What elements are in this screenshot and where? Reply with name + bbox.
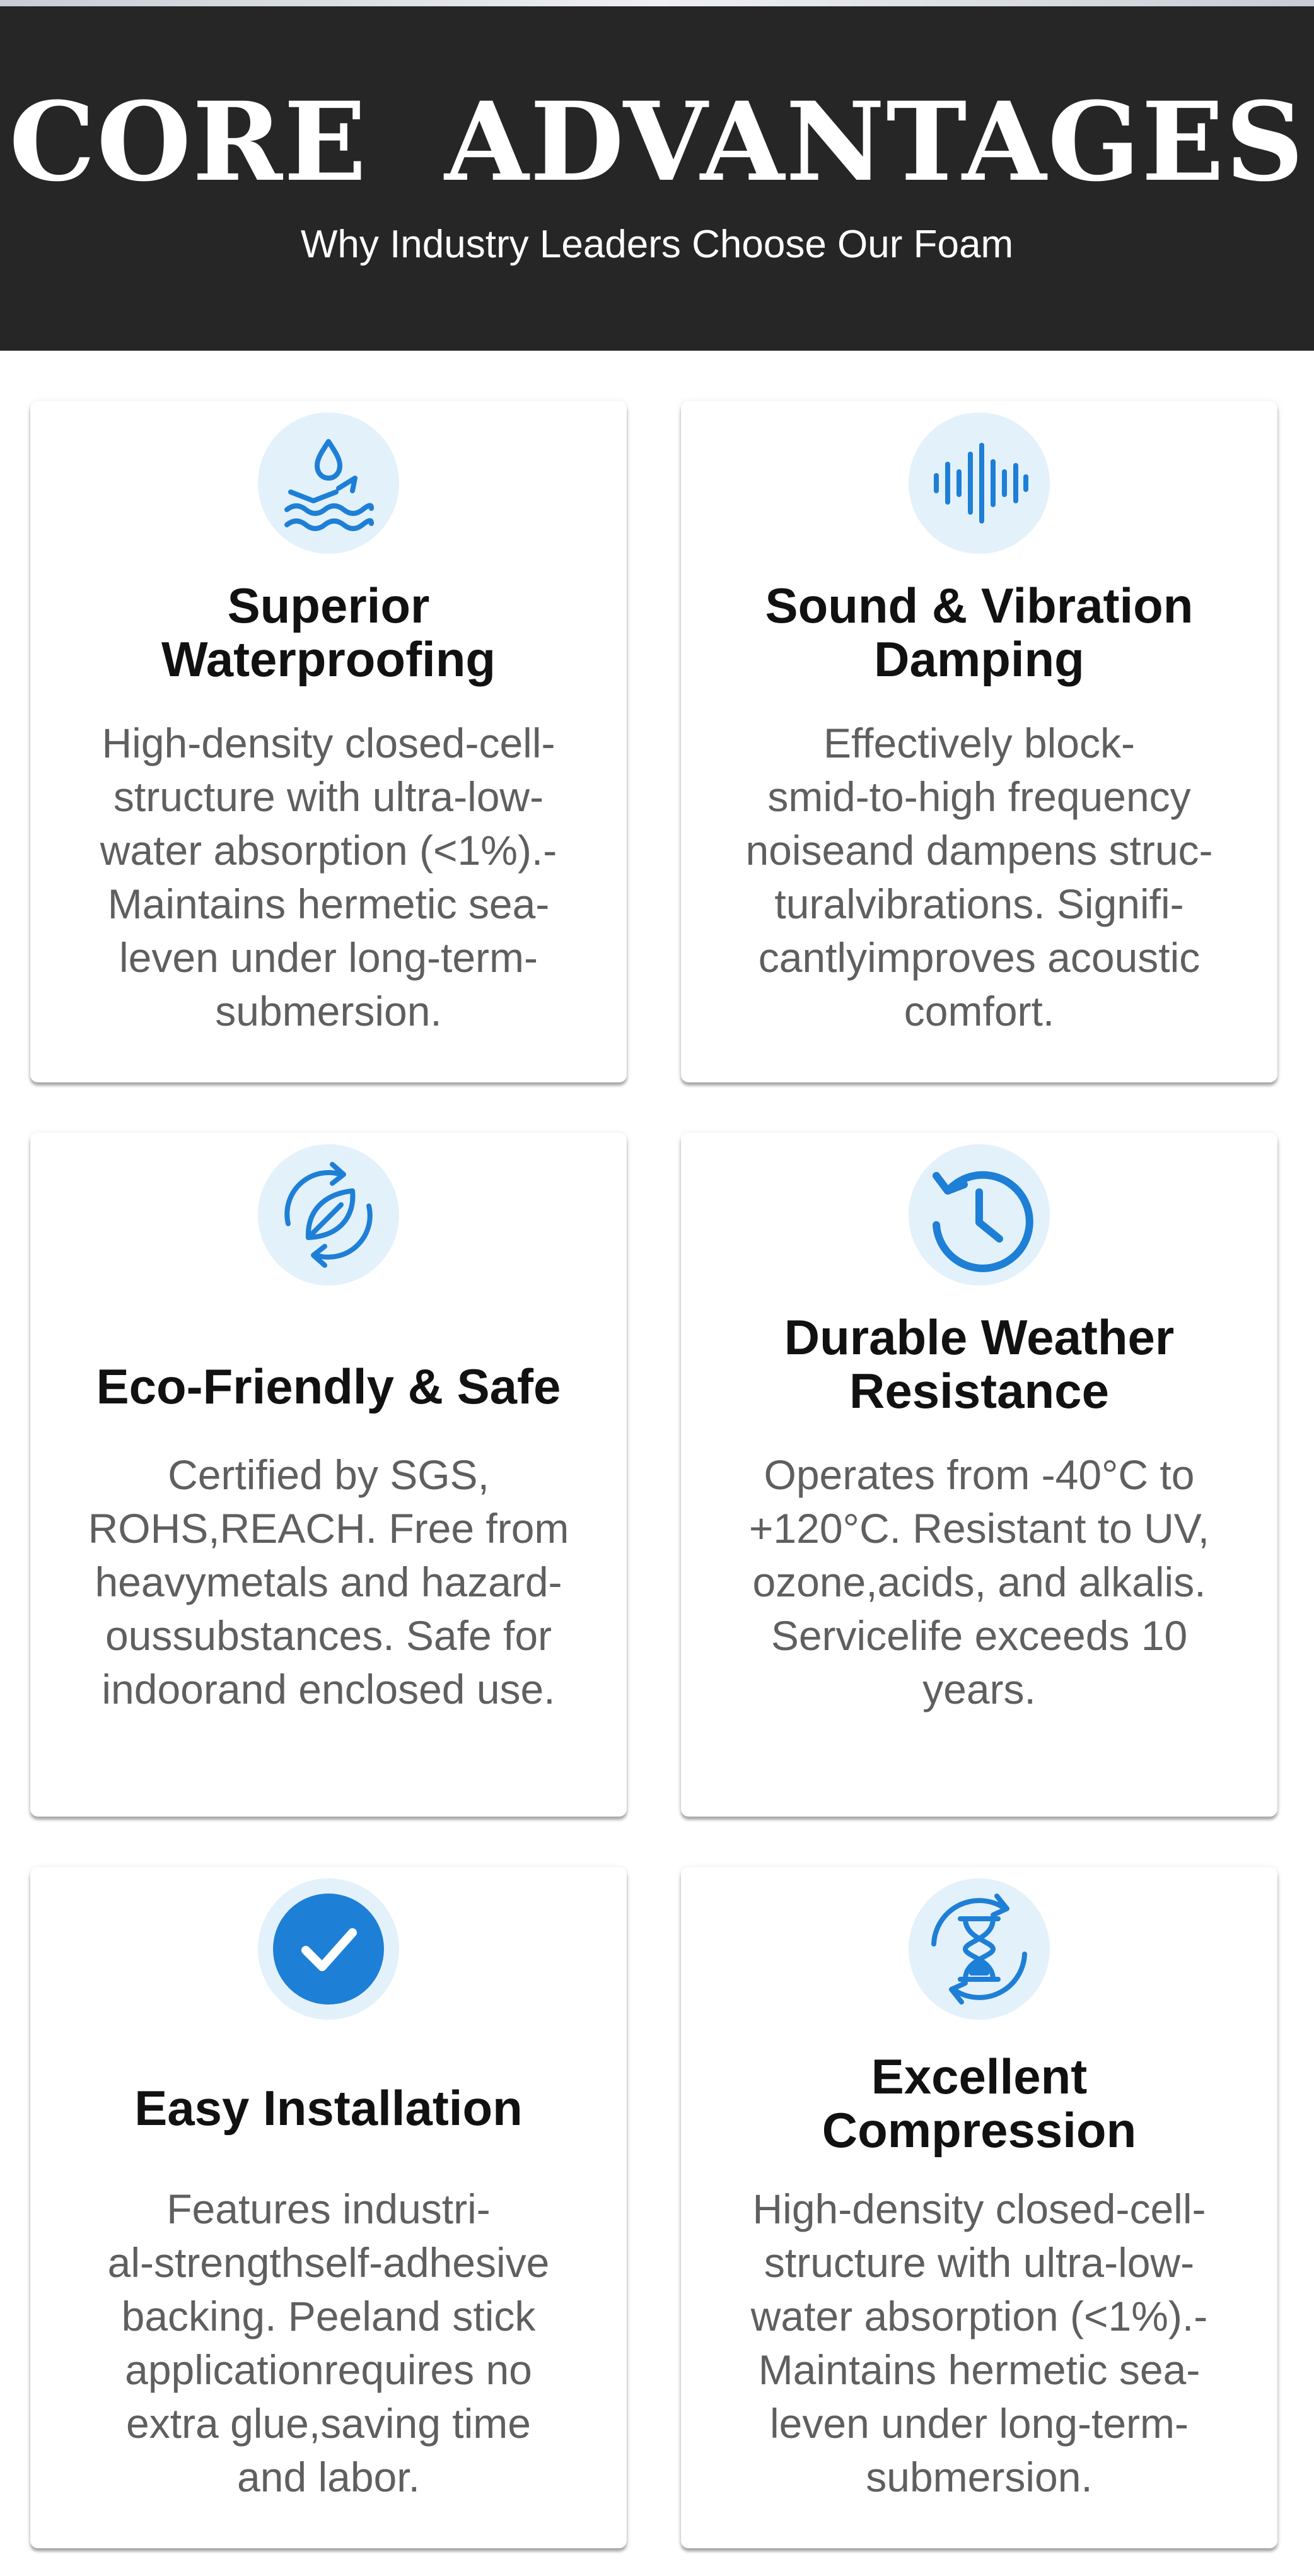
card-title-line: Compression [822,2102,1137,2158]
card-desc-line: smid-to-high frequency [767,773,1191,820]
card-desc-line: Features industri- [166,2186,491,2232]
card-title [43,1360,614,1414]
card-desc-line: leven under long-term- [119,934,538,981]
card-desc-line: extra glue,saving time [126,2400,531,2447]
card-desc-line: heavymetals and hazard- [95,1559,562,1605]
card-desc-line: structure with ultra-low- [113,773,544,820]
check-circle-icon [258,1878,399,2020]
card-desc-line: Maintains hermetic sea- [758,2346,1201,2393]
card-desc-line: al-strengthself-adhesive [107,2239,550,2286]
card-desc-line: cantlyimproves acoustic [758,934,1201,981]
card-title-line: Easy Installation [134,2080,523,2136]
page-title: CORE ADVANTAGES [9,78,1305,206]
card-desc-line: comfort. [904,988,1055,1034]
card-desc-line: Operates from -40°C to [764,1451,1195,1498]
card-desc-line: Servicelife exceeds 10 [770,1612,1188,1659]
card-desc-line: +120°C. Resistant to UV, [748,1505,1210,1552]
card-title [43,579,614,686]
card-title [694,579,1265,686]
card-desc-line: Maintains hermetic sea- [107,881,550,927]
card-title-line: Sound & Vibration [765,578,1194,633]
card-desc-line: water absorption (<1%).- [750,2293,1208,2339]
feature-card-easy-installation [30,1867,627,2548]
card-desc-line: leven under long-term- [770,2400,1189,2447]
top-accent-strip [0,0,1314,6]
card-title [694,2050,1265,2157]
card-title-line: Eco-Friendly & Safe [96,1359,561,1414]
sound-wave-icon [909,413,1050,554]
card-title [43,2081,614,2135]
card-desc-line: water absorption (<1%).- [100,827,557,874]
card-desc-line: years. [922,1666,1036,1712]
card-desc-line: Certified by SGS, [168,1451,489,1498]
card-desc-line: applicationrequires no [125,2346,532,2393]
feature-card-compression [681,1867,1277,2548]
card-desc-line: backing. Peeland stick [121,2293,536,2339]
card-desc-line: noiseand dampens struc- [745,827,1213,874]
card-title-line: Excellent [871,2049,1088,2104]
card-desc-line: submersion. [866,2454,1093,2500]
card-desc-line: and labor. [237,2454,420,2500]
card-description [55,1448,602,1716]
card-desc-line: submersion. [215,988,442,1034]
card-desc-line: indoorand enclosed use. [102,1666,555,1712]
card-title-line: Superior [227,578,430,633]
card-description [55,717,602,1038]
recycle-leaf-icon [258,1144,399,1285]
header-banner [0,6,1314,351]
feature-card-waterproofing [30,401,627,1082]
card-description [706,717,1252,1038]
card-title-line: Waterproofing [161,631,496,687]
card-desc-line: turalvibrations. Signifi- [774,881,1184,927]
card-description [706,2182,1252,2504]
card-description [706,1448,1252,1716]
card-description [55,2182,602,2504]
water-drop-waves-icon [258,413,399,554]
card-desc-line: structure with ultra-low- [764,2239,1195,2286]
card-title-line: Resistance [849,1363,1109,1419]
card-title [694,1311,1265,1418]
clock-history-icon [909,1144,1050,1285]
card-desc-line: ozone,acids, and alkalis. [752,1559,1206,1605]
card-desc-line: High-density closed-cell- [752,2186,1206,2232]
card-desc-line: ROHS,REACH. Free from [88,1505,569,1552]
card-desc-line: Effectively block- [823,720,1135,766]
feature-card-sound-damping [681,401,1277,1082]
feature-card-eco-friendly [30,1133,627,1817]
feature-card-weather-resistance [681,1133,1277,1817]
page-subtitle: Why Industry Leaders Choose Our Foam [300,223,1014,266]
card-desc-line: oussubstances. Safe for [105,1612,552,1659]
card-desc-line: High-density closed-cell- [102,720,555,766]
card-title-line: Durable Weather [784,1309,1175,1365]
card-title-line: Damping [874,631,1084,687]
hourglass-cycle-icon [909,1878,1050,2020]
